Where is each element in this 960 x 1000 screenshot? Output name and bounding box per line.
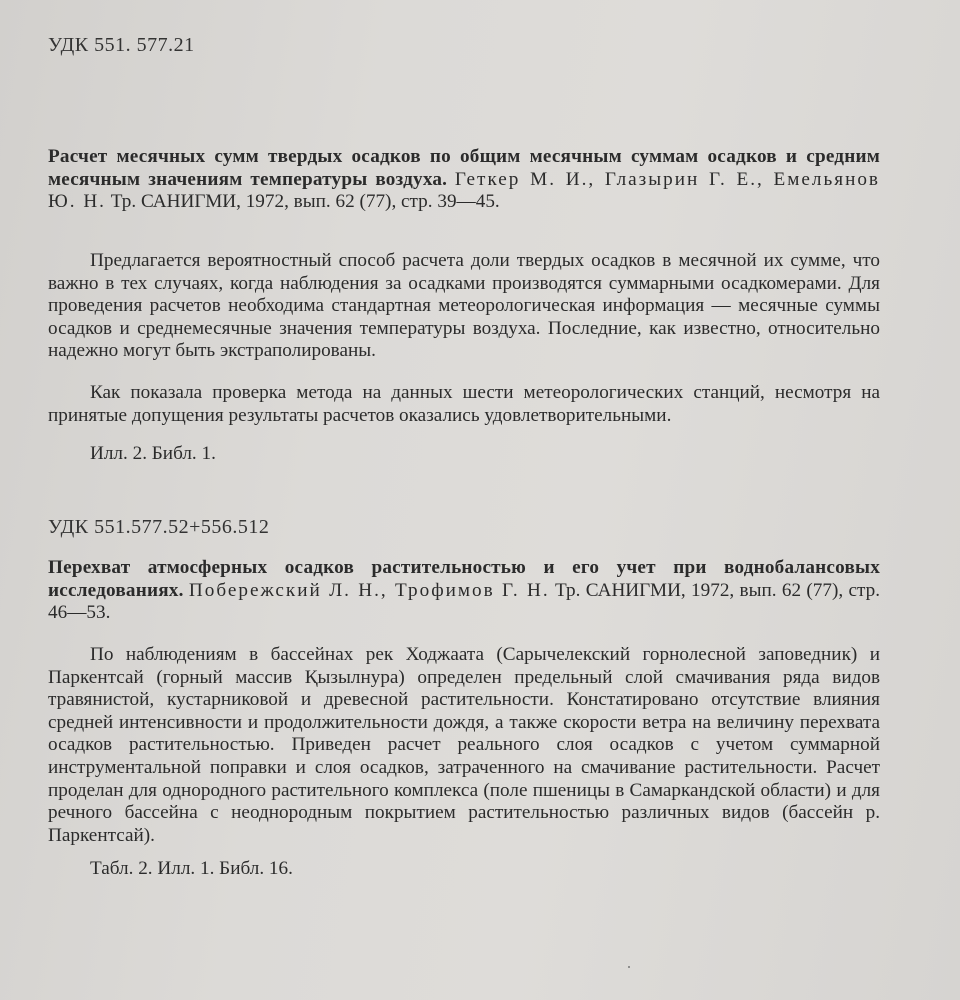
abstract-2-heading	[48, 557, 880, 625]
abstract-2-paragraph-1: По наблюдениям в бассейнах рек Ходжаата (Сарычелекский горнолесной заповедник) и Паркентсай (горный массив Қызылнура) определен предельный слой смачивания ряда видов травянистой, кустарниковой и древесной растительности. Констатировано отсутствие влияния средней интенсивности и продолжительности дождя, а также скорости ветра на величину перехвата осадков растительностью. Приведен расчет реального слоя осадков с учетом суммарной инструментальной поправки и слоя осадков, затраченного на смачивание растительности. Расчет проделан для однородного растительного комплекса (поле пшеницы в Самаркандской области) и для речного бассейна с неоднородным покрытием растительностью различных видов (бассейн р. Паркентсай).	[48, 644, 880, 846]
abstract-1-heading	[48, 146, 880, 214]
abstract-1-authors: Геткер М. И., Глазырин Г. Е., Емельянов Ю. Н.	[48, 168, 880, 213]
abstract-2-citation: Тр. САНИГМИ, 1972, вып. 62 (77), стр. 46—53.	[48, 579, 881, 624]
abstract-2-title: Перехват атмосферных осадков растительностью и его учет при воднобалансовых исследованиях.	[48, 557, 880, 601]
udc-code-1: УДК 551. 577.21	[48, 34, 195, 56]
abstract-1-paragraph-1: Предлагается вероятностный способ расчета доли твердых осадков в месячной их сумме, что важно в тех случаях, когда наблюдения за осадками производятся суммарными осадкомерами. Для проведения расчетов необходима стандартная метеорологическая информация — месячные суммы осадков и среднемесячные значения температуры воздуха. Последние, как известно, относительно надежно могут быть экстраполированы.	[48, 250, 880, 362]
abstract-1-references: Илл. 2. Библ. 1.	[90, 443, 216, 464]
udc-code-2: УДК 551.577.52+556.512	[48, 516, 270, 538]
abstract-1-citation: Тр. САНИГМИ, 1972, вып. 62 (77), стр. 39—45.	[110, 191, 500, 213]
paper-speck	[628, 966, 630, 968]
abstract-2-references: Табл. 2. Илл. 1. Библ. 16.	[90, 858, 293, 879]
abstract-1-paragraph-2: Как показала проверка метода на данных шести метеорологических станций, несмотря на принятые допущения результаты расчетов оказались удовлетворительными.	[48, 382, 880, 426]
abstract-1-title: Расчет месячных сумм твердых осадков по общим месячным суммам осадков и средним месячным значениям температуры воздуха.	[48, 146, 880, 190]
abstract-2-authors: Побережский Л. Н., Трофимов Г. Н.	[188, 579, 550, 601]
